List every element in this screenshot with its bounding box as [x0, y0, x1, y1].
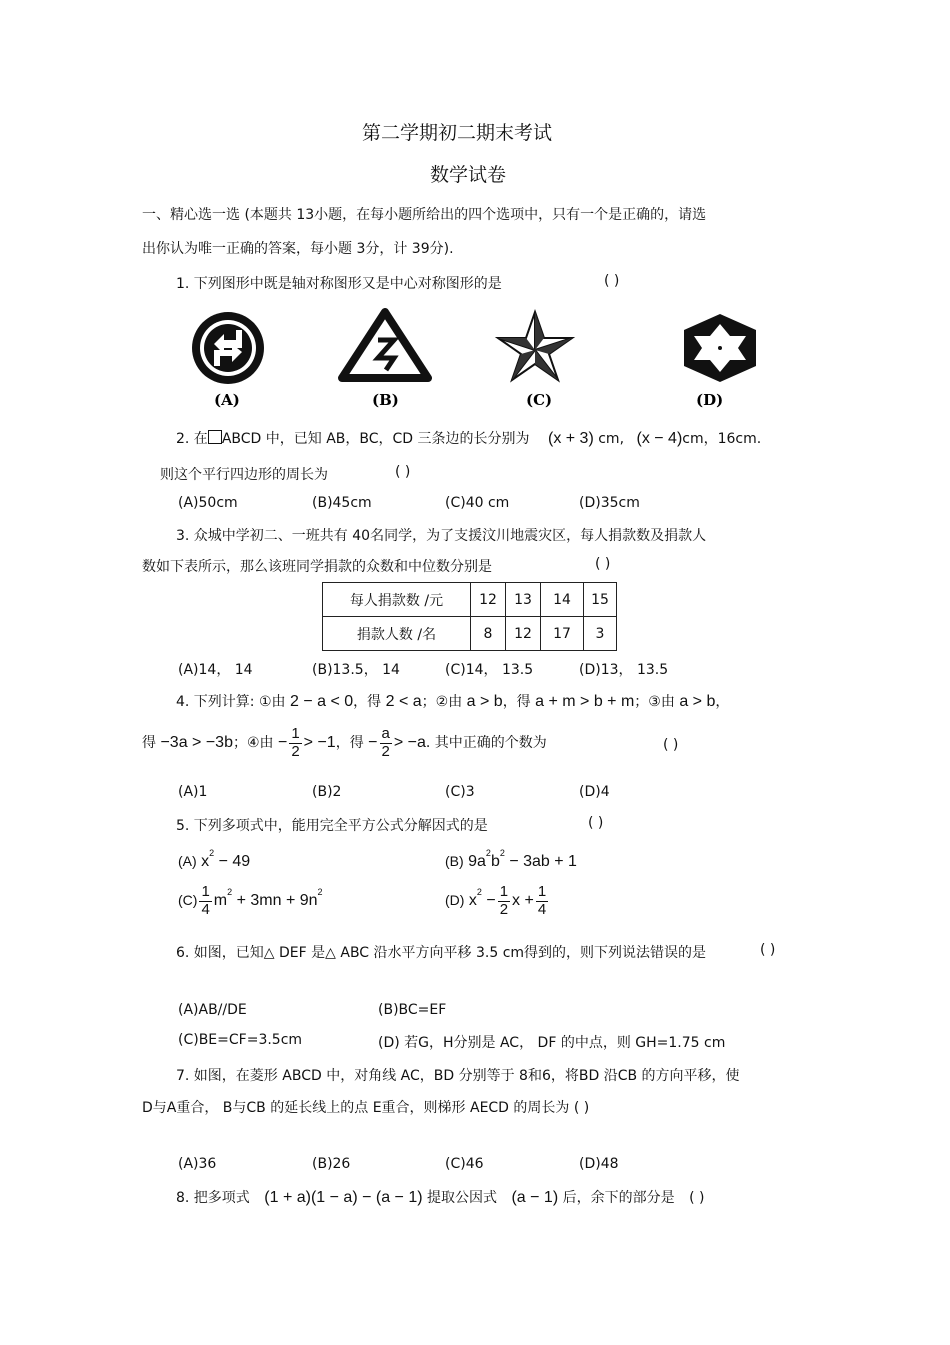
q1-answer-paren: ( ): [604, 273, 620, 289]
q5-stem: 5. 下列多项式中，能用完全平方公式分解因式的是: [176, 818, 488, 834]
figure-d-hexagon-icon: [684, 314, 756, 382]
q2-option-b: (B)45cm: [312, 495, 372, 511]
q2-option-c: (C)40 cm: [445, 495, 510, 511]
q7-option-b: (B)26: [312, 1156, 351, 1172]
q4-answer-paren: ( ): [663, 737, 679, 753]
q4-minus-1: −: [277, 734, 288, 751]
q8-text-3: 后，余下的部分是: [562, 1190, 675, 1206]
q4-text-4: ，得: [502, 694, 531, 710]
q4-expr-4: a + m > b + m: [535, 693, 635, 710]
q4-text-5: ；③由: [634, 694, 675, 710]
q4-option-d: (D)4: [579, 784, 610, 800]
section-instruction-line2: 出你认为唯一正确的答案，每小题 3分，计 39分).: [142, 241, 454, 257]
parallelogram-icon: [208, 430, 222, 444]
table-cell: 13: [506, 583, 541, 617]
q8-text-1: 8. 把多项式: [176, 1190, 250, 1206]
figure-b-label: (B): [372, 391, 399, 409]
q3-option-b: (B)13.5， 14: [312, 662, 400, 678]
q6-stem: 6. 如图，已知△ DEF 是△ ABC 沿水平方向平移 3.5 cm得到的，则下列说法错误的是: [176, 945, 707, 961]
q7-line2: D与A重合， B与CB 的延长线上的点 E重合，则梯形 AECD 的周长为 ( ): [142, 1100, 590, 1116]
exam-title: 第二学期初二期末考试: [362, 122, 553, 144]
q3-option-a: (A)14， 14: [178, 662, 253, 678]
q6-option-b: (B)BC=EF: [378, 1002, 447, 1018]
q4-text-8: ；④由: [232, 735, 274, 751]
q4-expr-1: 2 − a < 0: [289, 693, 354, 710]
table-row: [323, 583, 617, 617]
q8-answer-paren: ( ): [689, 1190, 705, 1206]
q4-text-10: . 其中正确的个数为: [425, 735, 547, 751]
q2-expr-2: (x − 4): [636, 430, 683, 447]
q6-answer-paren: ( ): [760, 942, 776, 958]
figure-b-triangle-sign-icon: [342, 312, 428, 378]
q8-text-2: 提取公因式: [427, 1190, 498, 1206]
table-cell: 每人捐款数 /元: [323, 583, 471, 617]
q5-option-d: (D) $x^2$ − $\frac{1}{2}$ x + $\frac{1}{4}$: [445, 883, 547, 918]
q8-expr-2: (a − 1): [511, 1189, 559, 1206]
table-cell: 15: [584, 583, 617, 617]
q2-answer-paren: ( ): [395, 464, 411, 480]
q2-option-a: (A)50cm: [178, 495, 238, 511]
q4-expr-7: > −1: [303, 734, 336, 751]
q5-option-b: (B) $9a^2b^2 - 3ab + 1$: [445, 848, 577, 870]
q3-option-d: (D)13， 13.5: [579, 662, 669, 678]
q4-line1: [176, 691, 729, 711]
table-cell: 12: [471, 583, 506, 617]
q2-text-1: 2. 在: [176, 431, 208, 447]
section-instruction-line1: 一、精心选一选 (本题共 13小题，在每小题所给出的四个选项中，只有一个是正确的，请选: [142, 207, 707, 223]
exam-subtitle: 数学试卷: [430, 164, 507, 186]
q4-fraction-1: $\frac{1}{2}$: [291, 725, 300, 760]
table-cell: 捐款人数 /名: [323, 617, 471, 651]
q4-option-a: (A)1: [178, 784, 208, 800]
q3-line1: 3. 众城中学初二、一班共有 40名同学，为了支援汶川地震灾区，每人捐款数及捐款人: [176, 528, 707, 544]
q3-option-c: (C)14， 13.5: [445, 662, 534, 678]
q5-option-c: (C) $\frac{1}{4}$ $m^2 + 3mn + 9n^2$: [178, 883, 323, 918]
q2-line1: [176, 428, 761, 448]
q4-fraction-2: $\frac{a}{2}$: [381, 725, 390, 760]
q2-text-2: ABCD 中，已知 AB，BC，CD 三条边的长分别为: [221, 431, 530, 447]
figure-c-label: (C): [526, 391, 553, 409]
q6-option-c: (C)BE=CF=3.5cm: [178, 1032, 303, 1048]
q4-text-9: ，得: [335, 735, 364, 751]
q2-option-d: (D)35cm: [579, 495, 640, 511]
q4-option-c: (C)3: [445, 784, 475, 800]
q6-option-d: (D) 若G，H分别是 AC， DF 的中点，则 GH=1.75 cm: [378, 1035, 726, 1051]
q4-text-6: ，: [715, 694, 730, 710]
q4-expr-5: a > b: [679, 693, 716, 710]
q4-text-2: ，得: [353, 694, 382, 710]
q3-line2: 数如下表所示，那么该班同学捐款的众数和中位数分别是: [142, 559, 492, 575]
q5-option-a: (A) $x^2 - 49$: [178, 848, 251, 870]
q1-figures: [180, 300, 780, 415]
table-cell: 12: [506, 617, 541, 651]
table-cell: 3: [584, 617, 617, 651]
q4-expr-3: a > b: [466, 693, 503, 710]
q3-answer-paren: ( ): [595, 556, 611, 572]
q2-line2: 则这个平行四边形的周长为: [160, 467, 328, 483]
q4-option-b: (B)2: [312, 784, 342, 800]
q2-expr-1: (x + 3): [547, 430, 594, 447]
q4-text-1: 4. 下列计算: ①由: [176, 694, 286, 710]
figure-d-label: (D): [696, 391, 724, 409]
q7-line1: 7. 如图，在菱形 ABCD 中，对角线 AC，BD 分别等于 8和6，将BD 沿CB 的方向平移，使: [176, 1068, 740, 1084]
q2-text-4: cm，16cm.: [682, 431, 762, 447]
q4-expr-2: 2 < a: [385, 693, 422, 710]
q8-line: [176, 1187, 704, 1207]
q4-text-7: 得: [142, 735, 156, 751]
q4-line2: [142, 726, 547, 760]
q4-minus-2: −: [368, 734, 378, 751]
q8-expr-1: (1 + a)(1 − a) − (a − 1): [264, 1189, 423, 1206]
q6-option-a: (A)AB//DE: [178, 1002, 247, 1018]
q4-text-3: ；②由: [421, 694, 463, 710]
figure-c-star-icon: [498, 312, 572, 380]
figure-a-label: (A): [214, 391, 240, 409]
q5-answer-paren: ( ): [588, 815, 604, 831]
q1-stem: 1. 下列图形中既是轴对称图形又是中心对称图形的是: [176, 276, 502, 292]
q4-expr-8: > −a: [393, 734, 426, 751]
q7-option-c: (C)46: [445, 1156, 484, 1172]
q3-donation-table: [322, 582, 617, 651]
table-cell: 8: [471, 617, 506, 651]
table-cell: 17: [541, 617, 584, 651]
q7-option-a: (A)36: [178, 1156, 217, 1172]
table-row: [323, 617, 617, 651]
q4-expr-6: −3a > −3b: [160, 734, 233, 751]
q7-option-d: (D)48: [579, 1156, 619, 1172]
figure-a-circle-sign-icon: [192, 312, 264, 384]
q2-text-3: cm,: [598, 431, 625, 447]
table-cell: 14: [541, 583, 584, 617]
